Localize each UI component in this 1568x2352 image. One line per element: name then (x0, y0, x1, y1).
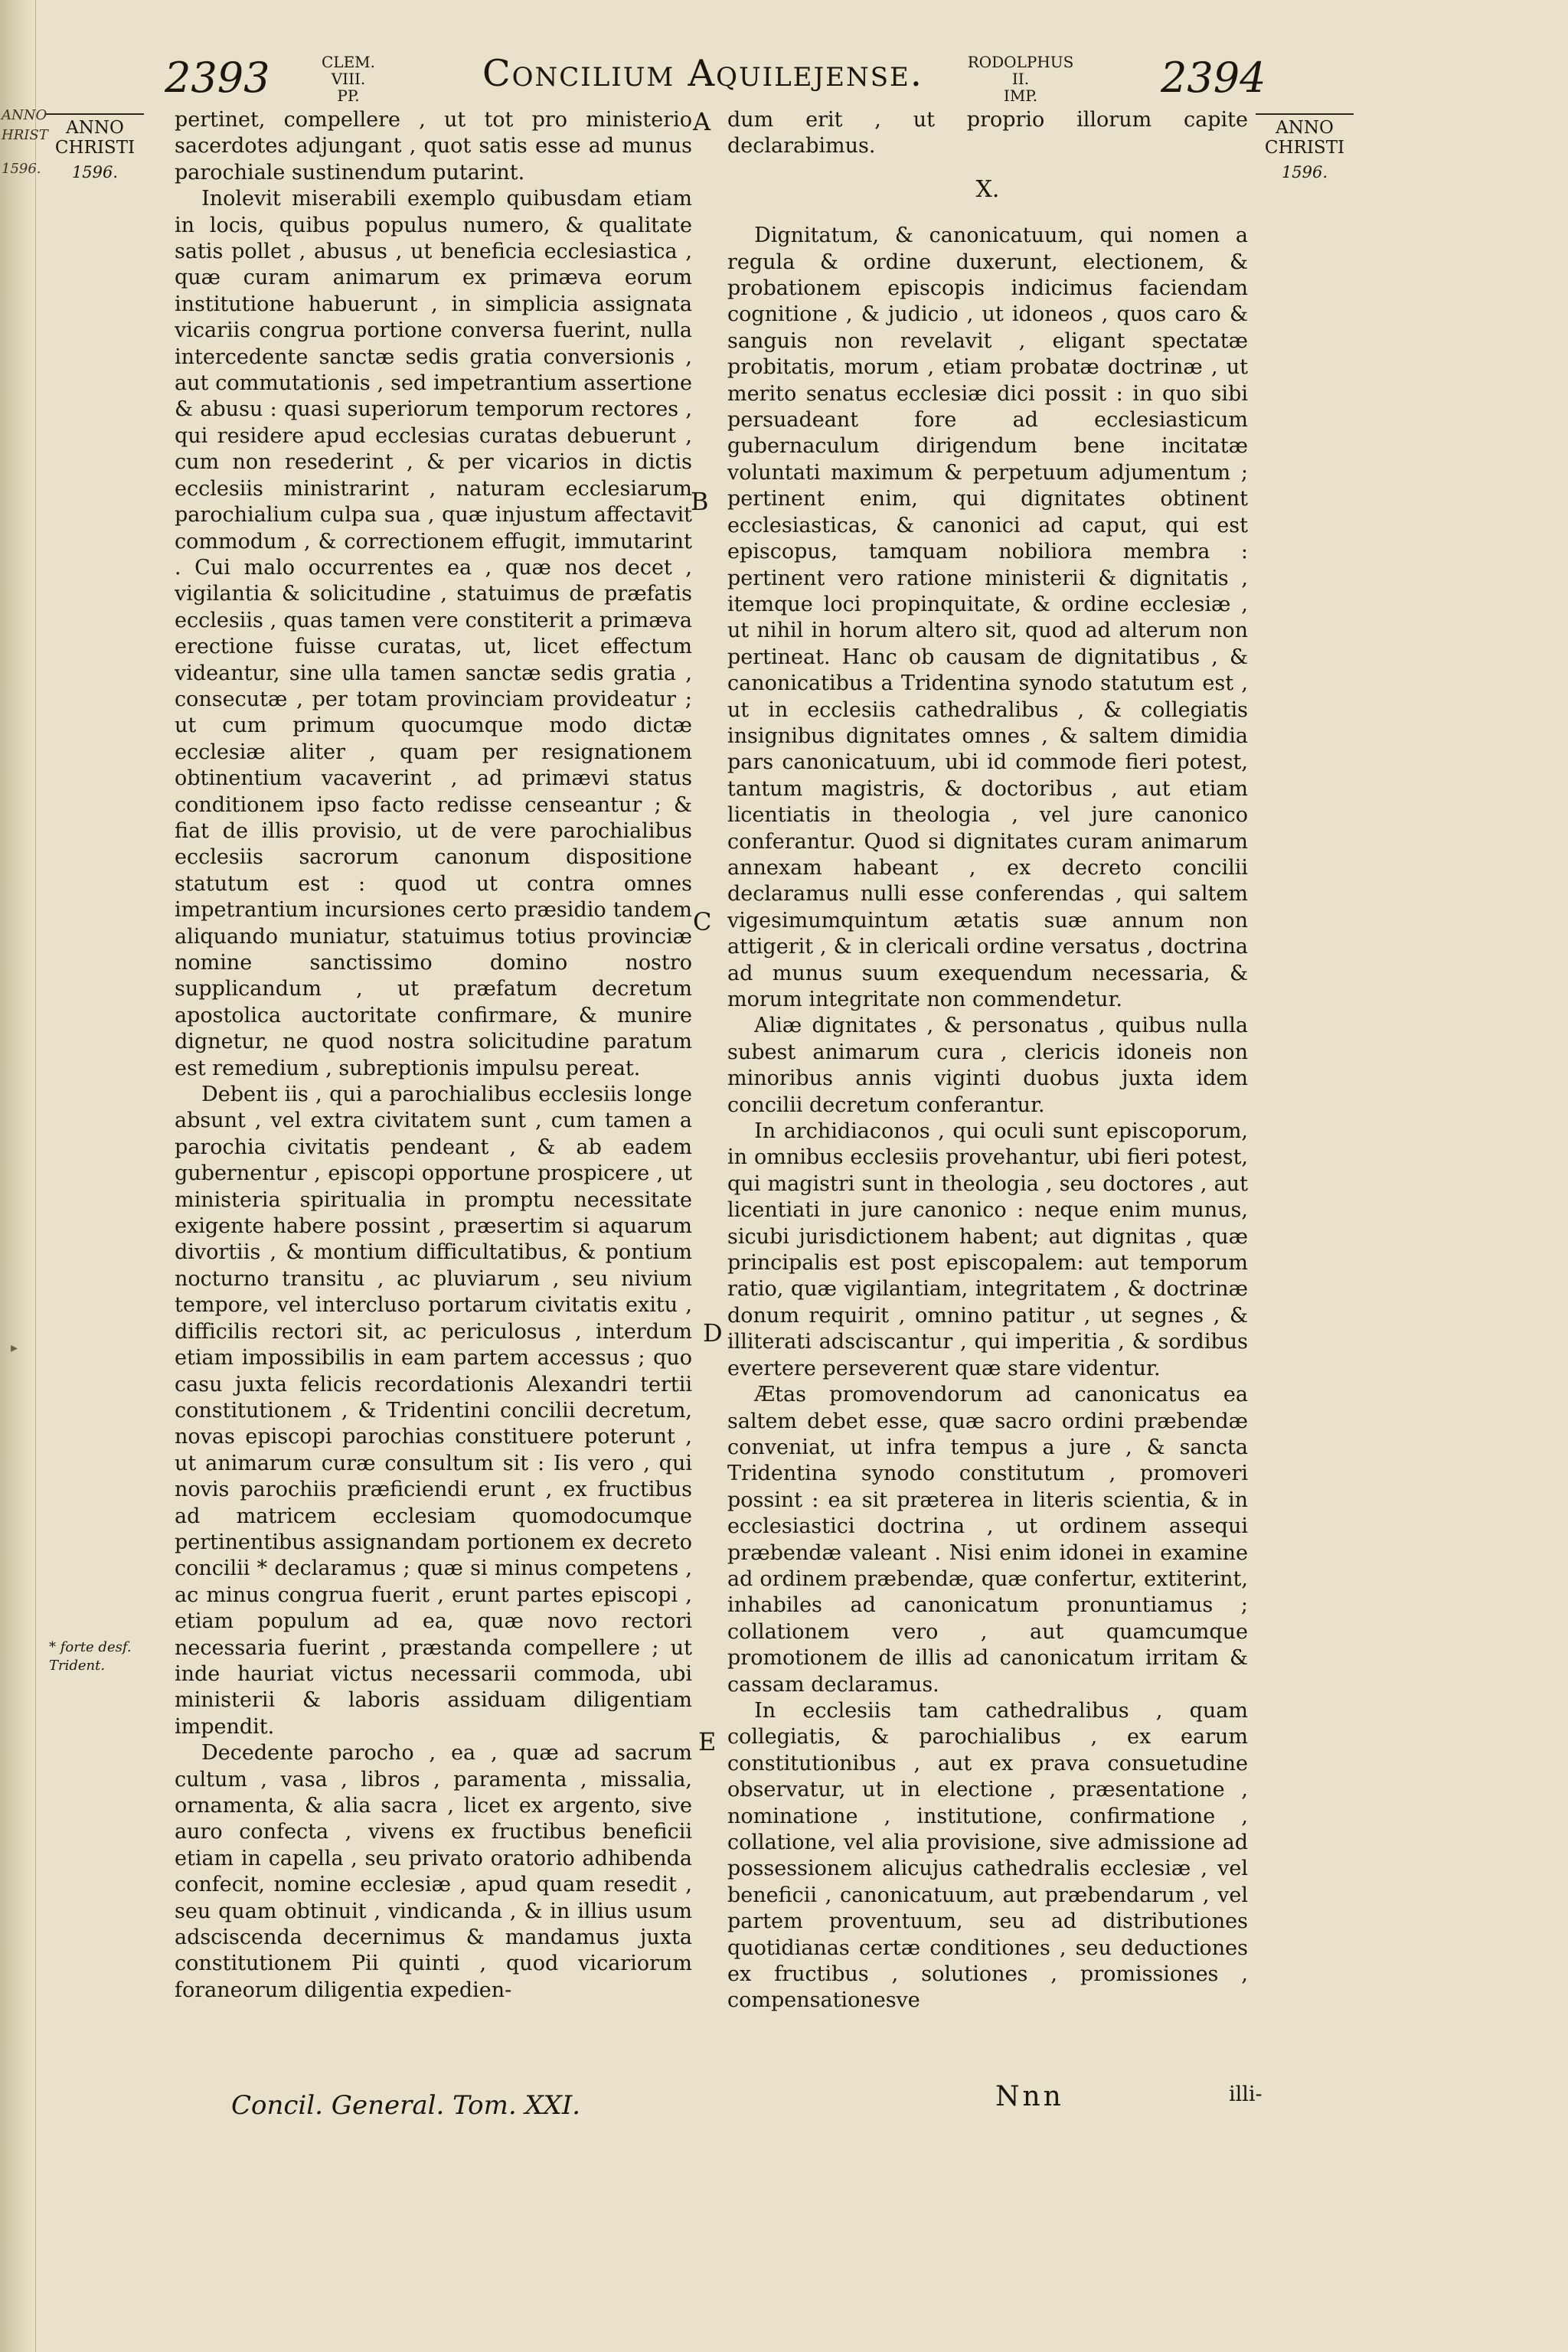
pope-heading (302, 54, 394, 104)
emperor-heading-line2: IMP. (1003, 87, 1038, 105)
binding-edge (0, 0, 48, 2352)
pope-heading-line1: CLEM. VIII. (321, 53, 376, 88)
emperor-heading-line1: RODOLPHUS II. (967, 53, 1074, 88)
section-letter-c: C (693, 907, 712, 936)
left-paragraph: Inolevit miserabili exemplo quibusdam etiam in locis, quibus populus numero, & qualitate satis pollet , abusus , ut beneficia ecclesiastica , quæ curam animarum ex primæva eorum institutione habuerunt , in simplicia assignata vicariis congrua portione conversa fuerint, nulla intercedente sanctæ sedis gratia conversionis , aut commutationis , sed impetrantium assertione & abusu : quasi superiorum temporum rectores , qui residere apud ecclesias curatas debuerunt , cum non resederint , & per vicarios in dictis ecclesiis ministrarint , naturam ecclesiarum parochialium culpa sua , quæ injustum affectavit commodum , & correctionem effugit, immutarint . Cui malo occurrentes ea , quæ nos decet , vigilantia & solicitudine , statuimus de præfatis ecclesiis , quas tamen vere constiterit a primæva erectione fuisse curatas, ut, licet effectum videantur, sine ulla tamen sanctæ sedis gratia , consecutæ , per totam provinciam provideatur ; ut cum primum quocumque modo dictæ ecclesiæ aliter , quam per resignationem obtinentium vacaverint , ad primævi status conditionem ipso facto redisse censeantur ; & fiat de illis provisio, ut de vere parochialibus ecclesiis sacrorum canonum dispositione statutum est : quod ut contra omnes impetrantium incursiones certo præsidio tandem aliquando muniatur, statuimus totius provinciæ nomine sanctissimo domino nostro supplicandum , ut præfatum decretum apostolica auctoritate confirmare, & munire dignetur, ne quod nostra solicitudine paratum est remedium , subreptionis impulsu pereat. (175, 187, 692, 1080)
footnote-line2: Trident. (49, 1658, 106, 1674)
catchword: illi- (1229, 2082, 1263, 2106)
right-intro: dum erit , ut proprio illorum capite declarabimus. (727, 108, 1248, 158)
left-paragraph: Debent iis , qui a parochialibus ecclesiis longe absunt , vel extra civitatem sunt , cum tamen a parochia civitatis pendeant , & ab eadem gubernentur , episcopi opportune prospicere , ut ministeria spiritualia in promptu necessitate exigente habere possint , præsertim si aquarum divortiis , & montium difficultatibus, & pontium nocturno transitu , ac pluviarum , seu nivium tempore, vel intercluso portarum civitatis exitu , difficilis rectori sit, ac periculosus , interdum etiam impossibilis in eam partem accessus ; quo casu juxta felicis recordationis Alexandri tertii constitutionem , & Tridentini concilii decretum, novas episcopi parochias constituere poterunt , ut animarum curæ consultum sit : Iis vero , qui novis parochiis præficiendi erunt , ex fructibus ad matricem ecclesiam quomodocumque pertinentibus assignandam portionem ex decreto concilii * declaramus ; quæ si minus competens , ac minus congrua fuerit , erunt partes episcopi , etiam populum ad ea, quæ novo rectori necessaria fuerint , præstanda compellere ; ut inde hauriat victus necessarii commoda, ubi ministerii & laboris assiduam diligentiam impendit. (175, 1083, 692, 1739)
section-letter-a: A (693, 107, 711, 136)
page-header (0, 46, 1568, 107)
margin-right-year: 1596. (1281, 163, 1328, 181)
footer-volume: Concil. General. Tom. XXI. (231, 2090, 581, 2121)
pope-heading-line2: PP. (337, 87, 360, 105)
margin-left-year: 1596. (71, 163, 119, 181)
section-letter-d: D (703, 1318, 723, 1348)
margin-footnote (49, 1638, 141, 1675)
right-paragraph: In ecclesiis tam cathedralibus , quam collegiatis, & parochialibus , ex earum constitutionibus , aut ex prava consuetudine observatur, ut in electione , præsentatione , nominatione , institutione, confirmatione , collatione, vel alia provisione, sive admissione ad possessionem alicujus cathedralis ecclesiæ , vel beneficii , canonicatuum, aut præbendarum , vel partem proventuum, seu ad distributiones quotidianas certæ conditiones , seu deductiones ex fructibus , solutiones , promissiones , compensationesve (727, 1698, 1248, 2013)
running-title: Concilium Aquilejense. (482, 52, 924, 95)
emperor-heading (963, 54, 1078, 104)
edge-text-2: HRIST (2, 127, 48, 143)
right-paragraph: Aliæ dignitates , & personatus , quibus nulla subest animarum cura , clericis idoneis non minoribus annis viginti duobus juxta idem concilii decretum conferantur. (727, 1014, 1248, 1117)
footnote-line1: * forte desf. (49, 1639, 132, 1655)
margin-left-anno: ANNO (66, 118, 124, 138)
section-letter-b: B (691, 487, 709, 516)
section-number: X. (975, 175, 1000, 203)
page-number-left: 2393 (165, 54, 270, 102)
left-paragraph: pertinet, compellere , ut tot pro ministerio sacerdotes adjungant , quot satis esse ad munus parochiale sustinendum putarint. (175, 108, 692, 185)
right-paragraph: Dignitatum, & canonicatuum, qui nomen a regula & ordine duxerunt, electionem, & probationem episcopis indicimus faciendam cognitione , & judicio , ut idoneos , quos caro & sanguis non revelavit , eligant spectatæ probitatis, morum , etiam probatæ doctrinæ , ut merito senatus ecclesiæ dici possit : in quo sibi persuadeant fore ad ecclesiasticum gubernaculum dirigendum bene incitatæ voluntati maximum & perpetuum adjumentum ; pertinent enim, qui dignitates obtinent ecclesiasticas, & canonici ad caput, qui est episcopus, tamquam nobiliora membra : pertinent vero ratione ministerii & dignitatis , itemque loci propinquitate, & ordine ecclesiæ , ut nihil in horum altero sit, quod ad alterum non pertineat. Hanc ob causam de dignitatibus , & canonicatibus a Tridentina synodo statutum est , ut in ecclesiis cathedralibus , & collegiatis insignibus dignitates omnes , & saltem dimidia pars canonicatuum, ubi id commode fieri potest, tantum magistris, & doctoribus , aut etiam licentiatis in theologia , vel jure canonico conferantur. Quod si dignitates curam animarum annexam habeant , ex decreto concilii declaramus nulli esse conferendas , qui saltem vigesimumquintum ætatis suæ annum non attigerit , & in clericali ordine versatus , doctrina ad munus suum exequendum necessaria, & morum integritate non commendetur. (727, 224, 1248, 1011)
left-paragraph: Decedente parocho , ea , quæ ad sacrum cultum , vasa , libros , paramenta , missalia, ornamenta, & alia sacra , licet ex argento, sive auro confecta , vivens ex fructibus beneficii etiam in capella , seu privato oratorio adhibenda confecit, nomine ecclesiæ , apud quam resedit , seu quam obtinuit , vindicanda , & in illius usum adsciscenda decernimus & mandamus juxta constitutionem Pii quinti , quod vicariorum foraneorum diligentia expedien- (175, 1741, 692, 2002)
margin-date-right (1256, 113, 1354, 182)
margin-date-left (46, 113, 144, 182)
signature-mark: Nnn (995, 2081, 1064, 2112)
margin-left-christi: CHRISTI (54, 138, 136, 158)
right-paragraph: Ætas promovendorum ad canonicatus ea saltem debet esse, quæ sacro ordini præbendæ conveniat, ut infra tempus a jure , & sancta Tridentina synodo constitutum , promoveri possint : ea sit præterea in literis scientia, & in ecclesiastici doctrina , ut ordinem assequi præbendæ valeant . Nisi enim idonei in examine ad ordinem præbendæ, quæ confertur, extiterint, inhabiles ad canonicatum pronuntiamus ; collationem vero , aut quamcumque promotionem de illis ad canonicatum irritam & cassam declaramus. (727, 1383, 1248, 1697)
edge-text-3: 1596. (2, 161, 41, 177)
edge-text-1: ANNO (2, 107, 47, 123)
page-number-right: 2394 (1161, 54, 1266, 102)
right-column (727, 107, 1248, 2014)
margin-right-christi: CHRISTI (1264, 138, 1345, 158)
margin-right-anno: ANNO (1276, 118, 1334, 138)
left-column (175, 107, 692, 2004)
section-letter-e: E (698, 1727, 717, 1756)
edge-mark-icon: ▸ (11, 1340, 18, 1356)
right-paragraph: In archidiaconos , qui oculi sunt episcoporum, in omnibus ecclesiis provehantur, ubi fieri potest, qui magistri sunt in theologia , seu doctores , aut licentiati in jure canonico : neque enim munus, sicubi jurisdictionem habent; aut dignitas , quæ principalis est post episcopalem: aut temporum ratio, quæ vigilantiam, integritatem , & doctrinæ donum requirit , omnino patitur , ut segnes , & illiterati adsciscantur , qui imperitia , & sordibus evertere perseverent quæ stare videntur. (727, 1119, 1248, 1380)
